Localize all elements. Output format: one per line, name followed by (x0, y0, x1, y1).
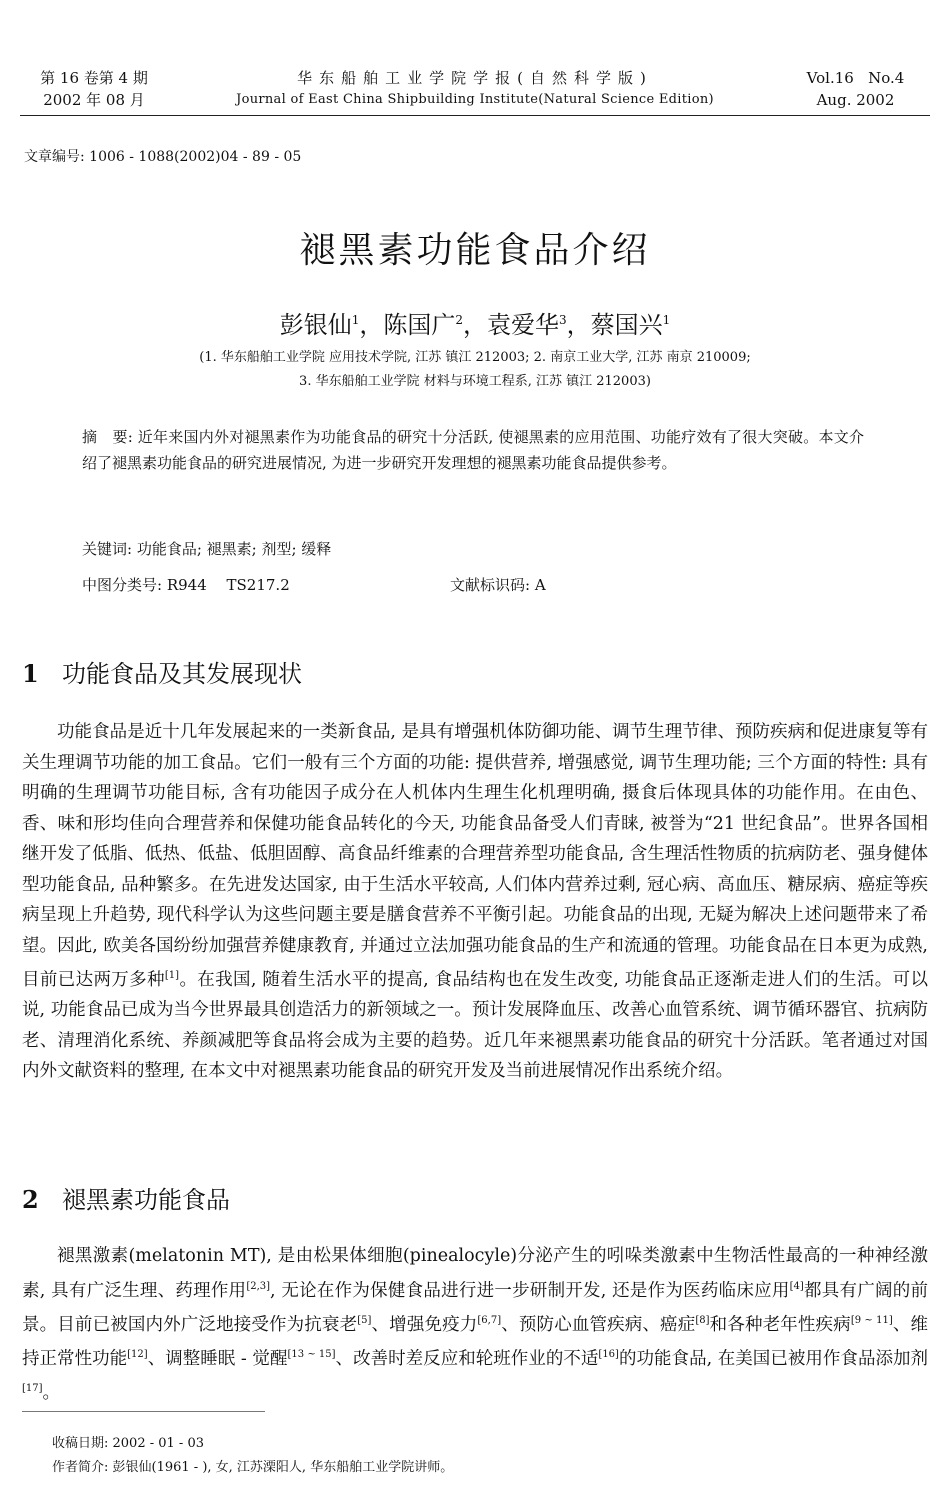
abstract: 摘 要: 近年来国内外对褪黑素作为功能食品的研究十分活跃, 使褪黑素的应用范围、功能疗效有了很大突破。本文介绍了褪黑素功能食品的研究进展情况, 为进一步研究开发理想的褪黑素功能食品提供参考。 (82, 428, 864, 472)
header-right (788, 67, 923, 111)
citation: [5] (357, 1314, 372, 1326)
paragraph-text: 。在我国, 随着生活水平的提高, 食品结构也在发生改变, 功能食品正逐渐走进人们的生活。可以说, 功能食品已成为当今世界最具创造活力的新领域之一。预计发展降血压、改善心血管系统、调节循环器官、抗病防老、清理消化系统、养颜减肥等食品将会成为主要的趋势。近几年来褪黑素功能食品的研究十分活跃。笔者通过对国内外文献资料的整理, 在本文中对褪黑素功能食品的研究开发及当前进展情况作出系统介绍。 (22, 969, 929, 1082)
header-center (170, 67, 780, 111)
author-affil-mark: 3 (559, 313, 567, 327)
affiliations (0, 346, 950, 394)
section-heading (22, 654, 302, 689)
author-name: 陈国广 (383, 311, 456, 339)
affiliation-line: 3. 华东船舶工业学院 材料与环境工程系, 江苏 镇江 212003) (299, 374, 651, 389)
author-affil-mark: 1 (351, 313, 360, 327)
author-separator: ， (359, 311, 384, 339)
journal-name-cn: 华东船舶工业学院学报(自然科学版) (297, 69, 653, 87)
issue-date-en: Aug. 2002 (816, 91, 895, 109)
citation: [9 ~ 11] (850, 1314, 893, 1326)
citation: [6,7] (477, 1314, 502, 1326)
citation: [12] (127, 1349, 148, 1361)
journal-name-en: Journal of East China Shipbuilding Institute(Natural Science Edition) (236, 92, 714, 107)
section-number: 1 (22, 659, 39, 688)
paragraph-text: 和各种老年性疾病 (709, 1314, 851, 1335)
author-affil-mark: 1 (662, 313, 671, 327)
citation: [16] (598, 1349, 619, 1361)
author-name: 彭银仙 (279, 311, 352, 339)
section-title: 功能食品及其发展现状 (62, 660, 302, 688)
article-title: 褪黑素功能食品介绍 (299, 230, 651, 271)
affiliation-line: (1. 华东船舶工业学院 应用技术学院, 江苏 镇江 212003; 2. 南京工业大学, 江苏 南京 210009; (199, 350, 751, 365)
received-date: 收稿日期: 2002 - 01 - 03 (52, 1436, 204, 1451)
issue-date-cn: 2002 年 08 月 (43, 91, 145, 109)
paragraph-text: 、维持正常性功能 (22, 1314, 929, 1369)
author-separator: ， (566, 311, 591, 339)
header-left (30, 67, 158, 111)
author-separator: ， (463, 311, 487, 339)
author-name: 袁爱华 (487, 311, 559, 339)
paragraph-text: 、增强免疫力 (371, 1314, 478, 1335)
paragraph-text: 、预防心血管疾病、癌症 (501, 1314, 696, 1335)
paragraph-text: 、改善时差反应和轮班作业的不适 (335, 1348, 599, 1369)
citation: [13 ~ 15] (287, 1349, 336, 1361)
section-title: 褪黑素功能食品 (62, 1186, 230, 1214)
footnote-rule (22, 1411, 265, 1412)
volume-issue: 第 16 卷第 4 期 (40, 69, 148, 87)
document-code: 文献标识码: A (450, 576, 546, 594)
citation: [8] (695, 1314, 710, 1326)
citation: [4] (789, 1280, 804, 1292)
body-paragraph (22, 1241, 928, 1409)
author-list (0, 305, 950, 340)
section-number: 2 (22, 1185, 39, 1214)
author-bio: 作者简介: 彭银仙(1961 - ), 女, 江苏溧阳人, 华东船舶工业学院讲师。 (52, 1460, 454, 1475)
classification-number: 中图分类号: R944 TS217.2 (82, 576, 290, 594)
volume-number-en: Vol.16 No.4 (806, 69, 905, 87)
paragraph-text: 、调整睡眠 - 觉醒 (147, 1348, 288, 1369)
paragraph-text: 。 (42, 1383, 61, 1404)
paragraph-text: , 无论在作为保健食品进行进一步研制开发, 还是作为医药临床应用 (270, 1280, 790, 1301)
author-name: 蔡国兴 (590, 311, 663, 339)
paragraph-text: 褪黑激素(melatonin MT), 是由松果体细胞(pinealocyle)分泌产生的吲哚类激素中生物活性最高的一种神经激素, 具有广泛生理、药理作用 (22, 1246, 928, 1301)
paragraph-text: 功能食品是近十几年发展起来的一类新食品, 是具有增强机体防御功能、调节生理节律、预防疾病和促进康复等有关生理调节功能的加工食品。它们一般有三个方面的功能: 提供营养, 增强感觉, 调节生理功能; 三个方面的特性: 具有明确的生理调节功能目标, 含有功能因子成分在人机体内生理生化机理明确, 摄食后体现具体的功能作用。在由色、香、味和形均佳向合理营养和保健功能食品转化的今天, 功能食品备受人们青睐, 被誉为“21 世纪食品”。世界各国相继开发了低脂、低热、低盐、低胆固醇、高食品纤维素的合理营养型功能食品, 含生理活性物质的抗病防老、强身健体型功能食品, 品种繁多。在先进发达国家, 由于生活水平较高, 人们体内营养过剩, 冠心病、高血压、糖尿病、癌症等疾病呈现上升趋势, 现代科学认为这些问题主要是膳食营养不平衡引起。功能食品的出现, 无疑为解决上述问题带来了希望。因此, 欧美各国纷纷加强营养健康教育, 并通过立法加强功能食品的生产和流通的管理。功能食品在日本更为成熟, 目前已达两万多种 (22, 722, 928, 990)
paragraph-text: 都具有广阔的前景。目前已被国内外广泛地接受作为抗衰老 (22, 1280, 929, 1335)
author-affil-mark: 2 (455, 313, 463, 327)
header-rule (20, 115, 930, 116)
article-number: 文章编号: 1006 - 1088(2002)04 - 89 - 05 (24, 149, 302, 165)
keywords: 关键词: 功能食品; 褪黑素; 剂型; 缓释 (82, 540, 332, 558)
citation: [2,3] (246, 1280, 271, 1292)
paragraph-text: 的功能食品, 在美国已被用作食品添加剂 (618, 1348, 929, 1369)
citation: [17] (22, 1383, 43, 1395)
citation: [1] (164, 970, 180, 981)
section-heading (22, 1180, 230, 1215)
body-paragraph (22, 717, 928, 1087)
